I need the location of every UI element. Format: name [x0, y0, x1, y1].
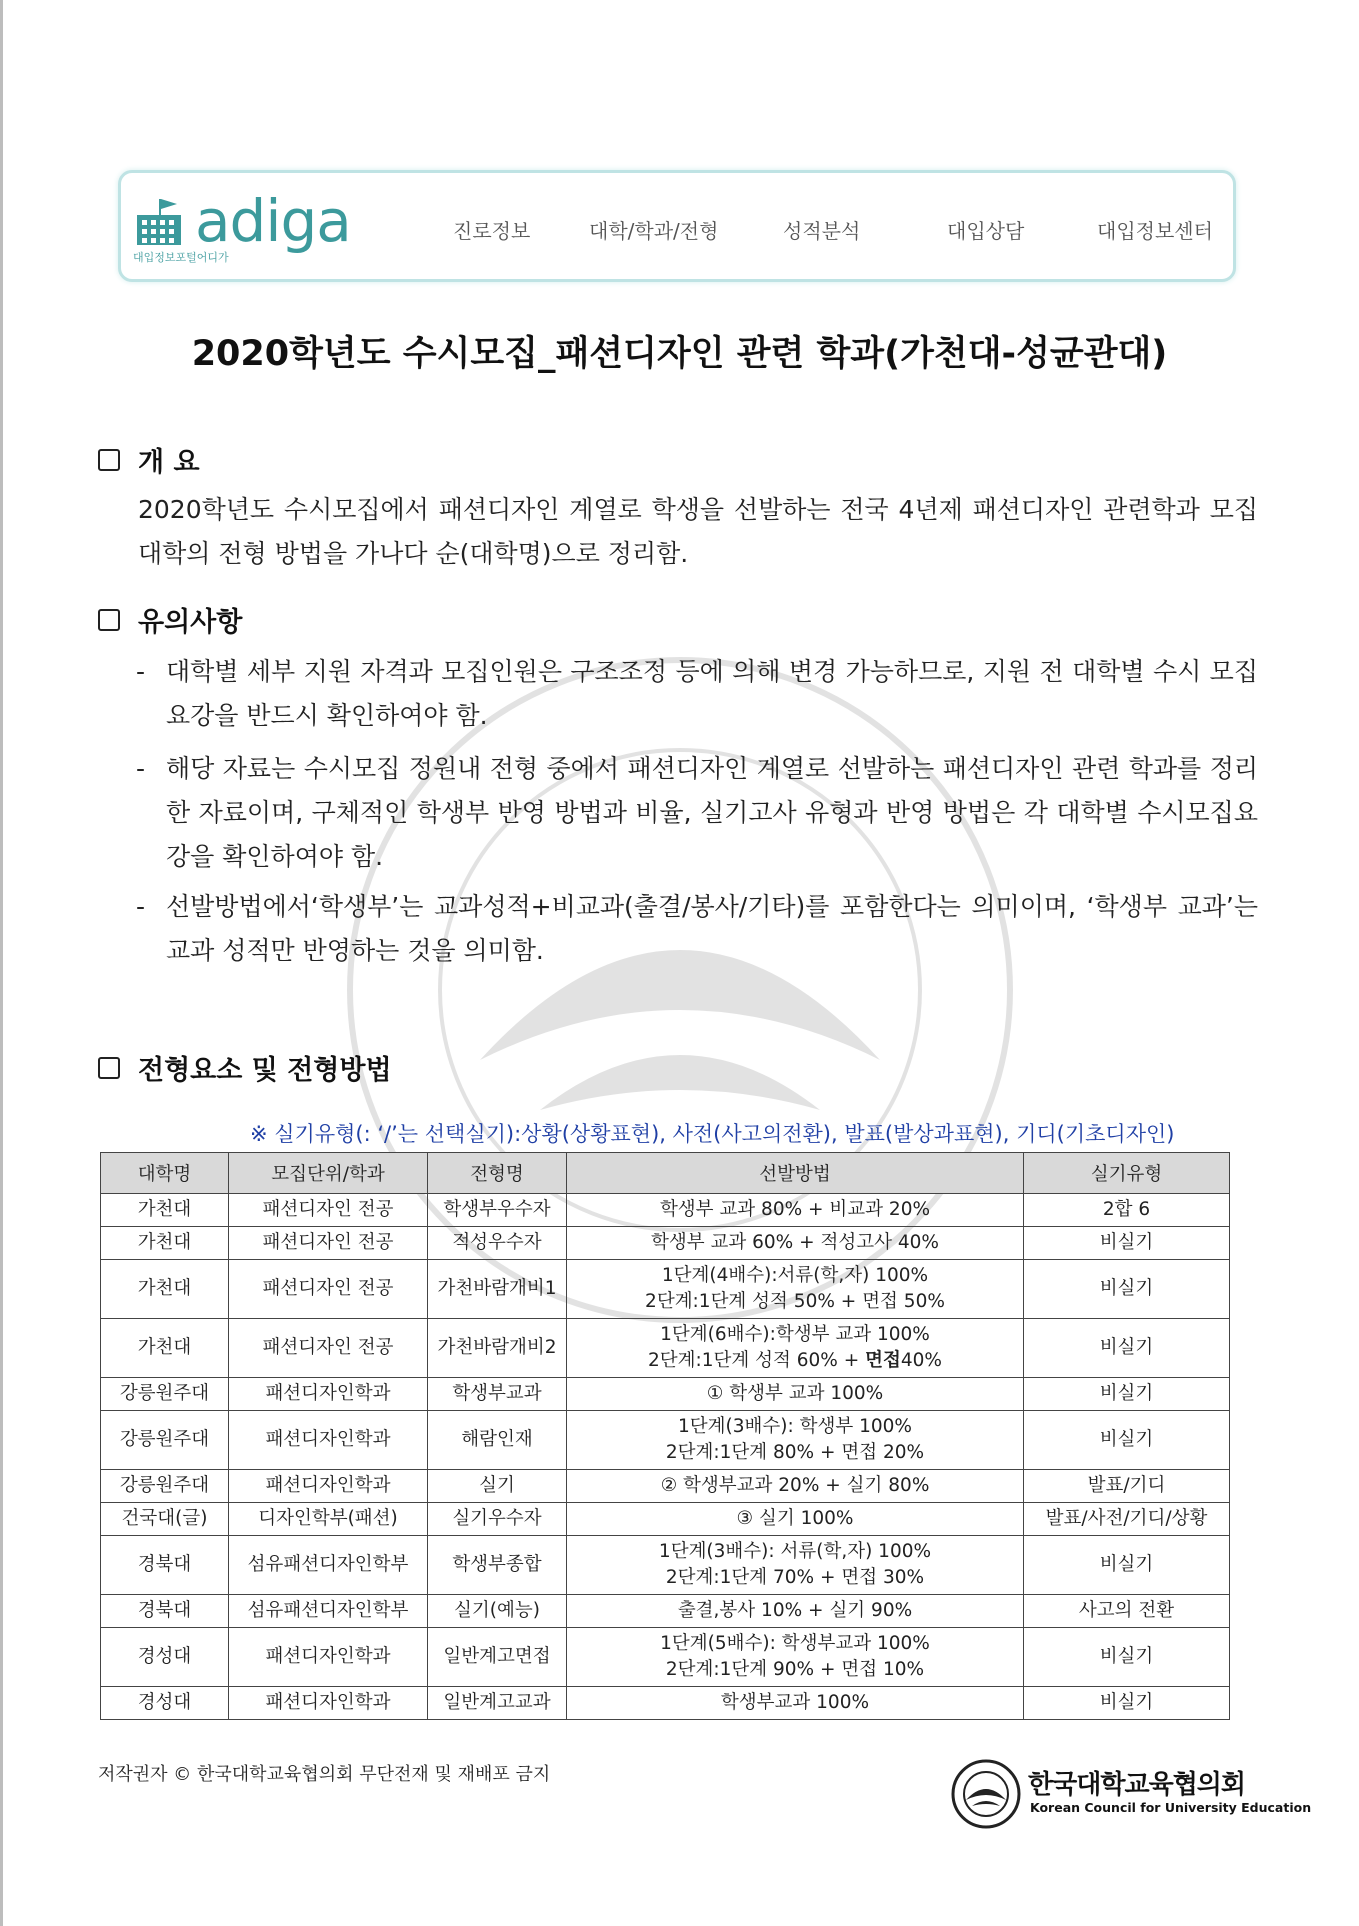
cell-university: 강릉원주대 — [101, 1411, 229, 1470]
method-line-part: 40% — [900, 1350, 943, 1371]
cell-practical-type: 2합 6 — [1024, 1194, 1230, 1227]
cell-selection-method — [567, 1378, 1024, 1411]
notes-heading — [98, 600, 242, 639]
nav-grade-analysis[interactable]: 성적분석 — [783, 219, 861, 243]
cell-admission-type: 적성우수자 — [428, 1227, 567, 1260]
table-row — [101, 1260, 1230, 1319]
note-item: - 해당 자료는 수시모집 정원내 전형 중에서 패션디자인 계열로 선발하는 패션디자인 관련 학과를 정리한 자료이며, 구체적인 학생부 반영 방법과 비율, 실기고사 유형과 반영 방법은 각 대학별 수시모집요강을 확인하여야 함. — [136, 754, 1258, 871]
cell-admission-type: 학생부종합 — [428, 1536, 567, 1595]
cell-admission-type: 가천바람개비2 — [428, 1319, 567, 1378]
cell-department: 패션디자인학과 — [229, 1411, 428, 1470]
method-line: 1단계(3배수): 학생부 100% — [678, 1416, 912, 1437]
header-selection-method: 선발방법 — [567, 1153, 1024, 1194]
page-left-border — [0, 0, 3, 1926]
cell-selection-method — [567, 1260, 1024, 1319]
method-line: 2단계:1단계 90% + 면접 10% — [665, 1659, 925, 1680]
method-line: ③ 실기 100% — [736, 1508, 854, 1529]
cell-department: 패션디자인 전공 — [229, 1227, 428, 1260]
method-line: 1단계(5배수): 학생부교과 100% — [660, 1633, 930, 1654]
cell-practical-type: 사고의 전환 — [1024, 1595, 1230, 1628]
checkbox-square-icon — [98, 609, 120, 631]
cell-department: 디자인학부(패션) — [229, 1503, 428, 1536]
cell-university: 경북대 — [101, 1595, 229, 1628]
method-line: 학생부 교과 80% + 비교과 20% — [659, 1199, 931, 1220]
method-line: 2단계:1단계 80% + 면접 20% — [665, 1442, 925, 1463]
note-item-text: 선발방법에서‘학생부’는 교과성적+비교과(출결/봉사/기타)를 포함한다는 의미이며, ‘학생부 교과’는 교과 성적만 반영하는 것을 의미함. — [166, 892, 1258, 965]
method-line: 학생부교과 100% — [720, 1692, 870, 1713]
method-line: 1단계(3배수): 서류(학,자) 100% — [658, 1541, 932, 1562]
notes-heading-label: 유의사항 — [138, 607, 243, 638]
cell-admission-type: 해람인재 — [428, 1411, 567, 1470]
cell-admission-type: 학생부교과 — [428, 1378, 567, 1411]
cell-department: 패션디자인학과 — [229, 1687, 428, 1720]
table-row — [101, 1227, 1230, 1260]
cell-selection-method — [567, 1536, 1024, 1595]
cell-department: 패션디자인학과 — [229, 1470, 428, 1503]
cell-department: 패션디자인 전공 — [229, 1194, 428, 1227]
cell-selection-method — [567, 1628, 1024, 1687]
table-row — [101, 1536, 1230, 1595]
cell-university: 경북대 — [101, 1536, 229, 1595]
cell-department: 섬유패션디자인학부 — [229, 1536, 428, 1595]
nav-career-info[interactable]: 진로정보 — [453, 219, 531, 243]
cell-admission-type: 일반계고면접 — [428, 1628, 567, 1687]
cell-practical-type: 비실기 — [1024, 1628, 1230, 1687]
cell-department: 패션디자인학과 — [229, 1628, 428, 1687]
table-row — [101, 1194, 1230, 1227]
cell-selection-method — [567, 1470, 1024, 1503]
cell-practical-type: 비실기 — [1024, 1687, 1230, 1720]
council-seal-icon — [950, 1758, 1022, 1830]
note-item-text: 해당 자료는 수시모집 정원내 전형 중에서 패션디자인 계열로 선발하는 패션디자인 관련 학과를 정리한 자료이며, 구체적인 학생부 반영 방법과 비율, 실기고사 유형과 반영 방법은 각 대학별 수시모집요강을 확인하여야 함. — [166, 754, 1258, 871]
nav-admission-counsel[interactable]: 대입상담 — [947, 219, 1025, 243]
cell-admission-type: 학생부우수자 — [428, 1194, 567, 1227]
table-row — [101, 1411, 1230, 1470]
table-row — [101, 1595, 1230, 1628]
cell-practical-type: 비실기 — [1024, 1378, 1230, 1411]
table-row — [101, 1319, 1230, 1378]
cell-selection-method — [567, 1194, 1024, 1227]
method-line: 1단계(6배수):학생부 교과 100% — [660, 1324, 930, 1345]
note-item: - 대학별 세부 지원 자격과 모집인원은 구조조정 등에 의해 변경 가능하므로, 지원 전 대학별 수시 모집요강을 반드시 확인하여야 함. — [136, 657, 1258, 730]
method-line: 1단계(4배수):서류(학,자) 100% — [661, 1265, 929, 1286]
cell-admission-type: 실기(예능) — [428, 1595, 567, 1628]
cell-selection-method — [567, 1687, 1024, 1720]
overview-heading — [98, 440, 200, 479]
method-line: 출결,봉사 10% + 실기 90% — [677, 1600, 913, 1621]
method-line: 2단계:1단계 성적 50% + 면접 50% — [645, 1291, 945, 1312]
method-heading-label: 전형요소 및 전형방법 — [138, 1055, 392, 1086]
overview-heading-label: 개 요 — [138, 447, 200, 478]
header-university: 대학명 — [101, 1153, 229, 1194]
cell-department: 패션디자인학과 — [229, 1378, 428, 1411]
nav-admission-center[interactable]: 대입정보센터 — [1097, 219, 1213, 243]
cell-admission-type: 실기 — [428, 1470, 567, 1503]
header-department: 모집단위/학과 — [229, 1153, 428, 1194]
checkbox-square-icon — [98, 1057, 120, 1079]
method-line-part: 2단계:1단계 성적 60% + — [647, 1350, 866, 1371]
copyright-notice: 저작권자 © 한국대학교육협의회 무단전재 및 재배포 금지 — [98, 1764, 551, 1785]
cell-department: 패션디자인 전공 — [229, 1319, 428, 1378]
note-item: - 선발방법에서‘학생부’는 교과성적+비교과(출결/봉사/기타)를 포함한다는 의미이며, ‘학생부 교과’는 교과 성적만 반영하는 것을 의미함. — [136, 892, 1258, 965]
cell-admission-type: 실기우수자 — [428, 1503, 567, 1536]
cell-university: 경성대 — [101, 1687, 229, 1720]
building-flag-icon — [133, 197, 191, 247]
cell-selection-method — [567, 1503, 1024, 1536]
method-line — [571, 1348, 1019, 1374]
cell-university: 가천대 — [101, 1194, 229, 1227]
cell-practical-type: 비실기 — [1024, 1260, 1230, 1319]
cell-practical-type: 발표/기디 — [1024, 1470, 1230, 1503]
table-row — [101, 1687, 1230, 1720]
nav-university-admissions[interactable]: 대학/학과/전형 — [589, 219, 719, 243]
cell-university: 경성대 — [101, 1628, 229, 1687]
cell-admission-type: 일반계고교과 — [428, 1687, 567, 1720]
cell-practical-type: 비실기 — [1024, 1319, 1230, 1378]
cell-university: 가천대 — [101, 1319, 229, 1378]
table-row — [101, 1503, 1230, 1536]
cell-university: 가천대 — [101, 1260, 229, 1319]
table-row — [101, 1470, 1230, 1503]
cell-selection-method — [567, 1411, 1024, 1470]
cell-department: 섬유패션디자인학부 — [229, 1595, 428, 1628]
cell-practical-type: 발표/사전/기디/상황 — [1024, 1503, 1230, 1536]
table-header-row — [101, 1153, 1230, 1194]
adiga-logo[interactable] — [133, 187, 353, 271]
cell-selection-method — [567, 1595, 1024, 1628]
method-line-bold-part: 면접 — [865, 1350, 901, 1371]
council-logo — [950, 1750, 1312, 1840]
cell-university: 강릉원주대 — [101, 1470, 229, 1503]
cell-university: 강릉원주대 — [101, 1378, 229, 1411]
cell-department: 패션디자인 전공 — [229, 1260, 428, 1319]
cell-selection-method — [567, 1319, 1024, 1378]
cell-university: 건국대(글) — [101, 1503, 229, 1536]
method-heading — [98, 1048, 392, 1087]
cell-university: 가천대 — [101, 1227, 229, 1260]
method-line: ① 학생부 교과 100% — [706, 1383, 884, 1404]
logo-wordmark: adiga — [195, 187, 351, 255]
council-name-korean: 한국대학교육협의회 — [1028, 1770, 1246, 1800]
cell-practical-type: 비실기 — [1024, 1227, 1230, 1260]
admissions-table — [100, 1152, 1230, 1720]
header-admission-type: 전형명 — [428, 1153, 567, 1194]
cell-practical-type: 비실기 — [1024, 1411, 1230, 1470]
note-item-text: 대학별 세부 지원 자격과 모집인원은 구조조정 등에 의해 변경 가능하므로, 지원 전 대학별 수시 모집요강을 반드시 확인하여야 함. — [166, 657, 1258, 730]
cell-practical-type: 비실기 — [1024, 1536, 1230, 1595]
checkbox-square-icon — [98, 449, 120, 471]
council-name-english: Korean Council for University Education — [1030, 1800, 1312, 1815]
overview-paragraph: 2020학년도 수시모집에서 패션디자인 계열로 학생을 선발하는 전국 4년제 패션디자인 관련학과 모집 대학의 전형 방법을 가나다 순(대학명)으로 정리함. — [138, 495, 1258, 568]
logo-subtitle: 대입정보포털어디가 — [133, 251, 229, 264]
method-line: 학생부 교과 60% + 적성고사 40% — [651, 1232, 939, 1253]
header-practical-type: 실기유형 — [1024, 1153, 1230, 1194]
table-row — [101, 1378, 1230, 1411]
practical-type-note: ※ 실기유형(: ‘/’는 선택실기):상황(상황표현), 사전(사고의전환), 발표(발상과표현), 기디(기초디자인) — [250, 1122, 1175, 1146]
document-title: 2020학년도 수시모집_패션디자인 관련 학과(가천대-성균관대) — [191, 334, 1168, 374]
method-line: ② 학생부교과 20% + 실기 80% — [660, 1475, 930, 1496]
cell-admission-type: 가천바람개비1 — [428, 1260, 567, 1319]
method-line: 2단계:1단계 70% + 면접 30% — [665, 1567, 925, 1588]
adiga-header-banner — [118, 170, 1236, 282]
table-row — [101, 1628, 1230, 1687]
cell-selection-method — [567, 1227, 1024, 1260]
